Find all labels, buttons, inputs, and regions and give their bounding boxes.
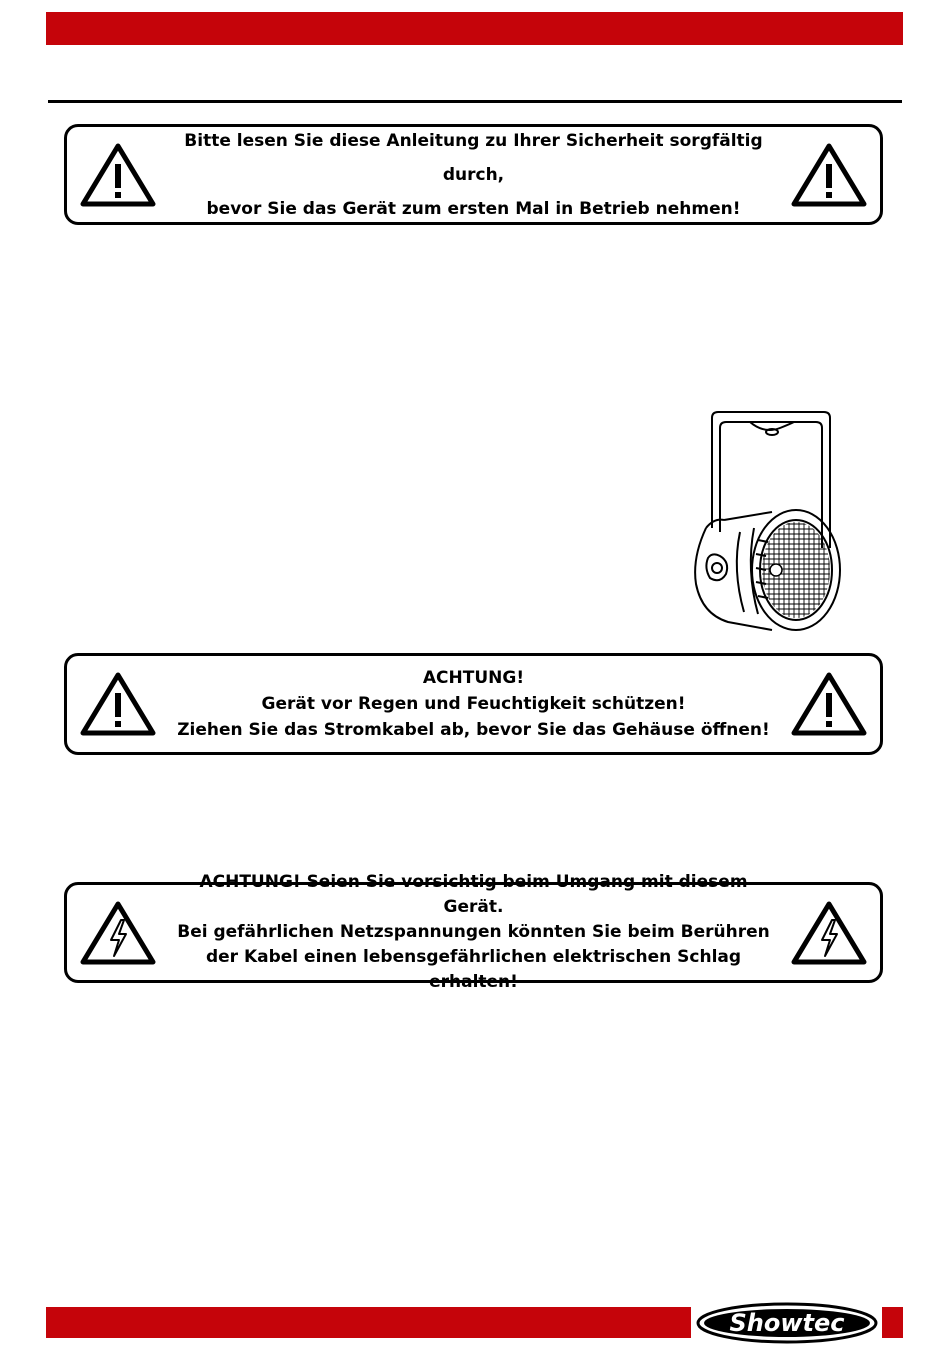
footer-red-bar-right: [882, 1307, 903, 1338]
lightning-triangle-icon: [79, 900, 157, 966]
header-divider: [48, 100, 902, 103]
exclamation-triangle-icon: [790, 142, 868, 208]
warning-line: Gerät vor Regen und Feuchtigkeit schützen!: [261, 694, 686, 714]
svg-text:Showtec: Showtec: [729, 1309, 845, 1337]
exclamation-triangle-icon: [79, 142, 157, 208]
warning-line: ACHTUNG!: [422, 668, 525, 688]
lightning-triangle-icon: [790, 900, 868, 966]
warning-line: der Kabel einen lebensgefährlichen elektrischen Schlag erhalten!: [205, 947, 742, 992]
safety-notice-moisture: [64, 653, 883, 755]
footer-red-bar: [46, 1307, 691, 1338]
warning-line: bevor Sie das Gerät zum ersten Mal in Betrieb nehmen!: [206, 198, 741, 219]
warning-line: Bei gefährlichen Netzspannungen könnten Sie beim Berühren: [177, 922, 770, 942]
showtec-logo: [694, 1301, 880, 1345]
safety-notice-electric-shock: [64, 872, 883, 992]
safety-notice-read-manual: [64, 124, 883, 225]
warning-line: ACHTUNG! Seien Sie vorsichtig beim Umgang mit diesem Gerät.: [199, 872, 748, 917]
exclamation-triangle-icon: [79, 671, 157, 737]
warning-line: Ziehen Sie das Stromkabel ab, bevor Sie das Gehäuse öffnen!: [177, 720, 770, 740]
par-spotlight-fixture-icon: [684, 408, 846, 644]
warning-line: Bitte lesen Sie diese Anleitung zu Ihrer Sicherheit sorgfältig durch,: [184, 130, 763, 185]
exclamation-triangle-icon: [790, 671, 868, 737]
header-red-bar: [46, 12, 903, 45]
